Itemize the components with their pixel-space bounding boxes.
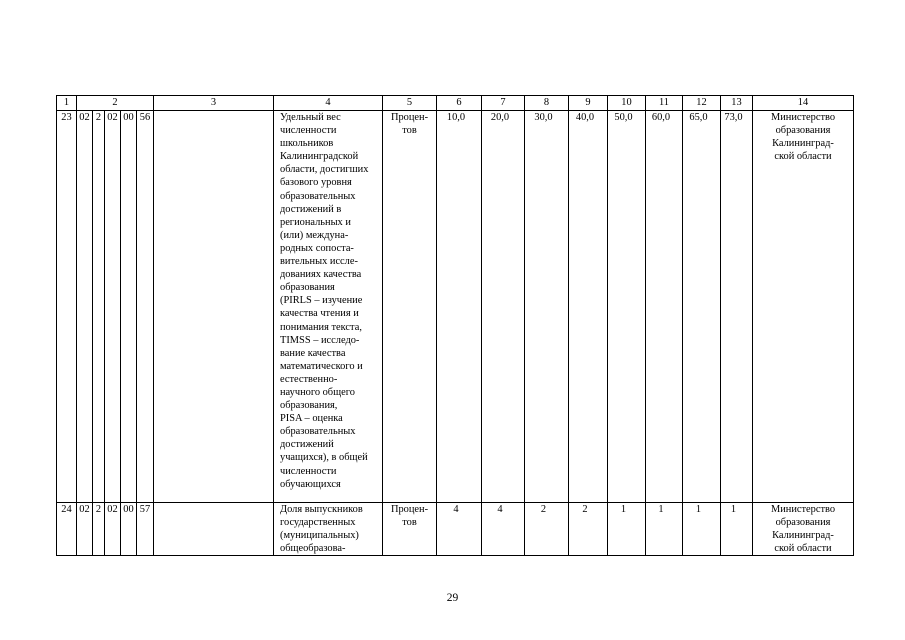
text-line: (PIRLS – изучение bbox=[280, 295, 363, 307]
header-col-8: 8 bbox=[525, 96, 569, 111]
text-line: региональных и bbox=[280, 216, 351, 228]
text-line: учащихся), в общей bbox=[280, 452, 368, 464]
header-col-6: 6 bbox=[437, 96, 482, 111]
program-cell bbox=[154, 503, 274, 556]
text-line: вание качества bbox=[280, 347, 346, 359]
value-cell: 1 bbox=[683, 503, 721, 556]
text-line: естественно- bbox=[280, 373, 338, 385]
text-line: научного общего bbox=[280, 386, 355, 398]
text-line: школьников bbox=[280, 138, 334, 150]
header-col-1: 1 bbox=[57, 96, 77, 111]
code-cell: 00 bbox=[121, 503, 137, 556]
header-row bbox=[57, 96, 854, 111]
text-line: Министерство bbox=[770, 112, 836, 123]
header-col-7: 7 bbox=[482, 96, 525, 111]
text-line: качества чтения и bbox=[280, 308, 359, 320]
value-cell: 10,0 bbox=[437, 111, 482, 503]
header-col-5: 5 bbox=[383, 96, 437, 111]
header-col-14: 14 bbox=[753, 96, 854, 111]
text-line: достижений bbox=[280, 439, 334, 451]
responsible-cell bbox=[753, 111, 854, 503]
text-line: (или) междуна- bbox=[280, 229, 349, 241]
text-line: образования bbox=[775, 517, 831, 529]
code-cell: 02 bbox=[105, 503, 121, 556]
text-line: дованиях качества bbox=[280, 269, 362, 281]
code-cell: 2 bbox=[93, 111, 105, 503]
value-cell: 50,0 bbox=[608, 111, 646, 503]
text-line: общеобразова- bbox=[280, 543, 346, 555]
header-col-4: 4 bbox=[274, 96, 383, 111]
header-col-3: 3 bbox=[154, 96, 274, 111]
value-cell: 20,0 bbox=[482, 111, 525, 503]
text-line: численности bbox=[280, 125, 337, 137]
text-line: государственных bbox=[280, 517, 356, 529]
text-line: образовательных bbox=[280, 190, 356, 202]
text-line: тов bbox=[402, 125, 417, 137]
header-col-13: 13 bbox=[721, 96, 753, 111]
text-line: образования, bbox=[280, 400, 338, 412]
header-col-2: 2 bbox=[77, 96, 154, 111]
code-cell: 02 bbox=[77, 503, 93, 556]
value-cell: 4 bbox=[437, 503, 482, 556]
text-line: базового уровня bbox=[280, 177, 352, 189]
code-cell: 56 bbox=[137, 111, 154, 503]
text-line: образования bbox=[280, 282, 335, 294]
text-line: Калининградской bbox=[280, 151, 359, 163]
code-cell: 57 bbox=[137, 503, 154, 556]
code-cell: 24 bbox=[57, 503, 77, 556]
value-cell: 1 bbox=[608, 503, 646, 556]
value-cell: 40,0 bbox=[569, 111, 608, 503]
header-col-11: 11 bbox=[646, 96, 683, 111]
table-row bbox=[57, 503, 854, 556]
text-line: математического и bbox=[280, 360, 363, 372]
text-line: области, достигших bbox=[280, 164, 369, 176]
text-line: (муниципальных) bbox=[280, 530, 359, 542]
value-cell: 1 bbox=[721, 503, 753, 556]
value-cell: 1 bbox=[646, 503, 683, 556]
code-cell: 2 bbox=[93, 503, 105, 556]
text-line: обучающихся bbox=[280, 478, 341, 490]
text-line: TIMSS – исследо- bbox=[280, 334, 360, 346]
text-line: образовательных bbox=[280, 426, 356, 438]
text-line: численности bbox=[280, 465, 337, 477]
header-col-9: 9 bbox=[569, 96, 608, 111]
text-line: достижений в bbox=[280, 203, 342, 215]
text-line: вительных иссле- bbox=[280, 256, 358, 268]
code-cell: 00 bbox=[121, 111, 137, 503]
text-line: Процен- bbox=[390, 504, 429, 515]
table-row bbox=[57, 111, 854, 503]
code-cell: 23 bbox=[57, 111, 77, 503]
text-line: образования bbox=[775, 125, 831, 137]
value-cell: 60,0 bbox=[646, 111, 683, 503]
text-line: Министерство bbox=[770, 504, 836, 515]
value-cell: 2 bbox=[569, 503, 608, 556]
program-cell bbox=[154, 111, 274, 503]
text-line: Процен- bbox=[390, 112, 429, 123]
code-cell: 02 bbox=[105, 111, 121, 503]
text-line: Доля выпускников bbox=[280, 504, 363, 515]
text-line: понимания текста, bbox=[280, 321, 362, 333]
header-col-10: 10 bbox=[608, 96, 646, 111]
text-line: ской области bbox=[774, 151, 832, 163]
indicators-table bbox=[56, 95, 854, 556]
code-cell: 02 bbox=[77, 111, 93, 503]
indicator-name-cell bbox=[274, 111, 383, 503]
responsible-cell bbox=[753, 503, 854, 556]
page-number: 29 bbox=[446, 592, 459, 604]
text-line: PISA – оценка bbox=[280, 413, 343, 425]
value-cell: 4 bbox=[482, 503, 525, 556]
text-line: тов bbox=[402, 517, 417, 529]
text-line: родных сопоста- bbox=[280, 242, 354, 254]
text-line: Удельный вес bbox=[280, 112, 341, 123]
value-cell: 2 bbox=[525, 503, 569, 556]
text-line: Калининград- bbox=[772, 138, 834, 150]
text-line: ской области bbox=[774, 543, 832, 555]
unit-cell bbox=[383, 503, 437, 556]
value-cell: 30,0 bbox=[525, 111, 569, 503]
unit-cell bbox=[383, 111, 437, 503]
text-line: Калининград- bbox=[772, 530, 834, 542]
value-cell: 73,0 bbox=[721, 111, 753, 503]
indicator-name-cell bbox=[274, 503, 383, 556]
header-col-12: 12 bbox=[683, 96, 721, 111]
value-cell: 65,0 bbox=[683, 111, 721, 503]
